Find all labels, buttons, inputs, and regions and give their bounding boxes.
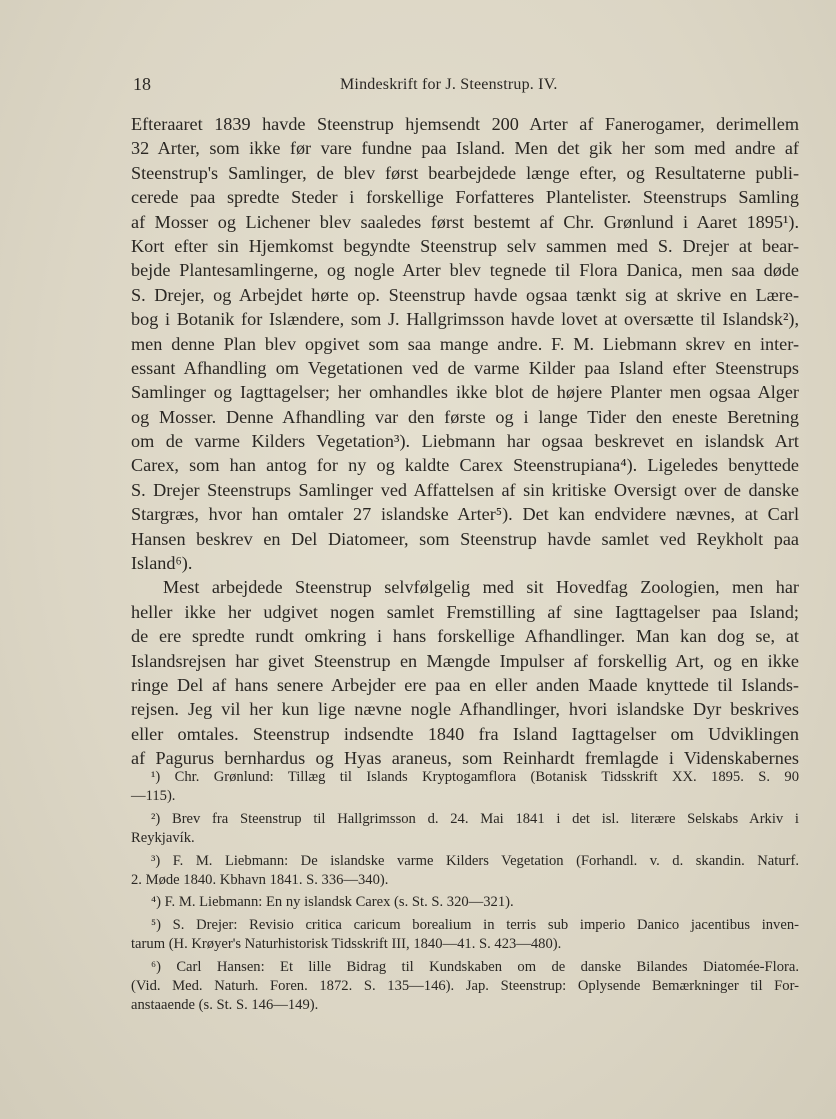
running-head: Mindeskrift for J. Steenstrup. IV. [340, 76, 558, 93]
footnote-line: ⁵) S. Drejer: Revisio critica caricum borealium in terris sub imperio Danico jacentibus inven- [151, 916, 799, 933]
text-line: men denne Plan blev opgivet som saa mange andre. F. M. Liebmann skrev en inter- [131, 333, 799, 354]
text-line: eller omtales. Steenstrup indsendte 1840 fra Island Iagttagelser om Udviklingen [131, 723, 799, 744]
text-line: Hansen beskrev en Del Diatomeer, som Steenstrup havde samlet ved Reykholt paa [131, 528, 799, 549]
footnotes [131, 768, 799, 1019]
page-header [133, 74, 793, 98]
text-line: S. Drejer Steenstrups Samlinger ved Affattelsen af sin kritiske Oversigt over de danske [131, 479, 799, 500]
footnote-1 [131, 768, 799, 807]
text-line: de ere spredte rundt omkring i hans forskellige Afhandlinger. Man kan dog se, at [131, 626, 799, 647]
text-line: Efteraaret 1839 havde Steenstrup hjemsendt 200 Arter af Fanerogamer, derimellem [131, 114, 799, 134]
text-line: S. Drejer, og Arbejdet hørte op. Steenstrup havde ogsaa tænkt sig at skrive en Lære- [131, 284, 799, 305]
footnote-4 [131, 893, 799, 912]
text-line: bog i Botanik for Islændere, som J. Hallgrimsson havde lovet at oversætte til Islandsk²), [131, 309, 799, 330]
text-line: Islandsrejsen har givet Steenstrup en Mængde Impulser af forskellig Art, og en ikke [131, 650, 799, 671]
footnote-line: 2. Møde 1840. Kbhavn 1841. S. 336—340). [131, 871, 389, 888]
text-line: 32 Arter, som ikke før vare fundne paa Island. Men det gik her som med andre af [131, 138, 799, 159]
text-line: Steenstrup's Samlinger, de blev først bearbejdede længe efter, og Resultaterne publi- [131, 162, 799, 183]
footnote-line: ⁶) Carl Hansen: Et lille Bidrag til Kundskaben om de danske Bilandes Diatomée-Flora. [151, 958, 799, 975]
page-number: 18 [133, 74, 151, 94]
footnote-6 [131, 958, 799, 1016]
text-line: og Mosser. Denne Afhandling var den første og i lange Tider den eneste Beretning [131, 406, 799, 427]
text-line: Carex, som han antog for ny og kaldte Carex Steenstrupiana⁴). Ligeledes benyttede [131, 455, 799, 476]
footnote-line: —115). [131, 788, 176, 805]
text-line: Kort efter sin Hjemkomst begyndte Steenstrup selv sammen med S. Drejer at bear- [131, 235, 799, 256]
text-line: Mest arbejdede Steenstrup selvfølgelig med sit Hovedfag Zoologien, men har [163, 577, 799, 598]
footnote-line: Reykjavík. [131, 830, 195, 847]
footnote-line: (Vid. Med. Naturh. Foren. 1872. S. 135—146). Jap. Steenstrup: Oplysende Bemærkninger til For- [131, 977, 799, 994]
footnote-3 [131, 852, 799, 891]
footnote-line: ²) Brev fra Steenstrup til Hallgrimsson d. 24. Mai 1841 i det isl. literære Selskabs Arkiv i [151, 810, 799, 827]
footnote-line: ³) F. M. Liebmann: De islandske varme Kilders Vegetation (Forhandl. v. d. skandin. Naturf. [151, 852, 799, 869]
text-line: om de varme Kilders Vegetation³). Liebmann har ogsaa beskrevet en islandsk Art [131, 431, 799, 452]
text-line: rejsen. Jeg vil her kun lige nævne nogle Afhandlinger, hvori islandske Dyr beskrives [131, 699, 799, 720]
text-line: cerede paa spredte Steder i forskellige Forfatteres Plantelister. Steenstrups Samling [131, 187, 799, 208]
footnote-line: tarum (H. Krøyer's Naturhistorisk Tidsskrift III, 1840—41. S. 423—480). [131, 936, 562, 953]
footnote-2 [131, 810, 799, 849]
text-line: Samlinger og Iagttagelser; her omhandles ikke blot de højere Planter men ogsaa Alger [131, 382, 799, 403]
body-text [131, 112, 799, 771]
text-line: heller ikke her udgivet nogen samlet Fremstilling af sine Iagttagelser paa Island; [131, 601, 799, 622]
text-line: bejde Plantesamlingerne, og nogle Arter blev tegnede til Flora Danica, men saa døde [131, 260, 799, 281]
text-line: essant Afhandling om Vegetationen ved de varme Kilder paa Island efter Steenstrups [131, 357, 799, 378]
footnote-line: ¹) Chr. Grønlund: Tillæg til Islands Kryptogamflora (Botanisk Tidsskrift XX. 1895. S. 90 [151, 769, 799, 785]
footnote-5 [131, 916, 799, 955]
text-line: ringe Del af hans senere Arbejder ere paa en eller anden Maade knyttede til Islands- [131, 674, 799, 695]
text-line: af Mosser og Lichener blev saaledes først bestemt af Chr. Grønlund i Aaret 1895¹). [131, 211, 799, 232]
footnote-line: ⁴) F. M. Liebmann: En ny islandsk Carex (s. St. S. 320—321). [151, 894, 514, 911]
footnote-line: anstaaende (s. St. S. 146—149). [131, 997, 319, 1014]
text-line: Island⁶). [131, 553, 193, 574]
text-line: Stargræs, hvor han omtaler 27 islandske Arter⁵). Det kan endvidere nævnes, at Carl [131, 504, 799, 525]
text-line: af Pagurus bernhardus og Hyas araneus, som Reinhardt fremlagde i Videnskabernes [131, 748, 799, 769]
